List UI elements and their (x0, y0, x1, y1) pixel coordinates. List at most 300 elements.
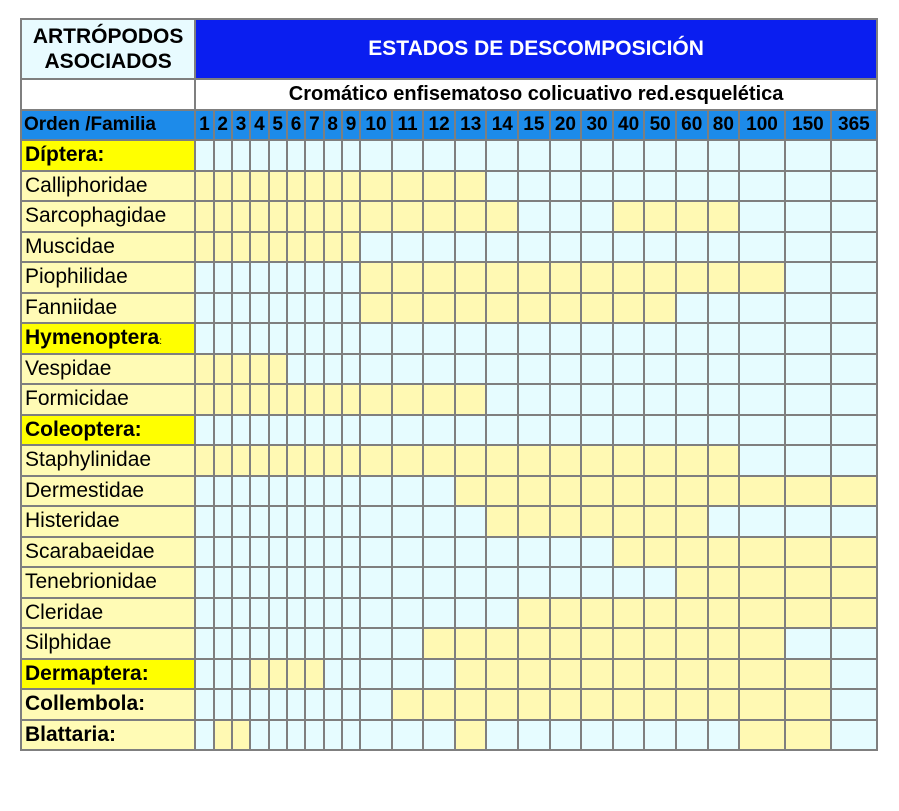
absence-cell (287, 476, 305, 507)
absence-cell (324, 262, 342, 293)
row-label: Vespidae (25, 356, 112, 380)
absence-cell (392, 323, 424, 354)
absence-cell (269, 567, 287, 598)
presence-cell (676, 201, 708, 232)
absence-cell (644, 354, 676, 385)
presence-cell (455, 293, 487, 324)
absence-cell (232, 567, 250, 598)
absence-cell (455, 537, 487, 568)
row-label: Histeridae (25, 509, 120, 533)
absence-cell (392, 659, 424, 690)
presence-cell (214, 232, 232, 263)
presence-cell (455, 720, 487, 751)
absence-cell (305, 567, 323, 598)
absence-cell (232, 323, 250, 354)
absence-cell (550, 384, 582, 415)
absence-cell (486, 384, 518, 415)
presence-cell (486, 628, 518, 659)
absence-cell (581, 232, 613, 263)
absence-cell (232, 628, 250, 659)
day-header-100: 100 (739, 110, 785, 141)
presence-cell (676, 445, 708, 476)
absence-cell (305, 354, 323, 385)
absence-cell (455, 567, 487, 598)
presence-cell (455, 659, 487, 690)
family-name (21, 445, 195, 476)
absence-cell (644, 384, 676, 415)
presence-cell (342, 232, 360, 263)
absence-cell (785, 140, 831, 171)
absence-cell (214, 567, 232, 598)
presence-cell (486, 689, 518, 720)
absence-cell (250, 598, 268, 629)
absence-cell (250, 567, 268, 598)
presence-cell (785, 476, 831, 507)
presence-cell (423, 171, 455, 202)
absence-cell (214, 323, 232, 354)
presence-cell (324, 201, 342, 232)
presence-cell (550, 476, 582, 507)
absence-cell (195, 659, 213, 690)
presence-cell (708, 567, 740, 598)
absence-cell (250, 476, 268, 507)
absence-cell (581, 537, 613, 568)
presence-cell (676, 659, 708, 690)
presence-cell (739, 659, 785, 690)
family-name (21, 262, 195, 293)
family-name (21, 354, 195, 385)
absence-cell (486, 140, 518, 171)
absence-cell (423, 476, 455, 507)
family-name (21, 476, 195, 507)
absence-cell (831, 689, 877, 720)
absence-cell (250, 506, 268, 537)
presence-cell (613, 445, 645, 476)
presence-cell (423, 293, 455, 324)
absence-cell (269, 628, 287, 659)
presence-cell (644, 598, 676, 629)
absence-cell (423, 415, 455, 446)
presence-cell (708, 659, 740, 690)
presence-cell (455, 201, 487, 232)
absence-cell (214, 689, 232, 720)
absence-cell (392, 537, 424, 568)
presence-cell (581, 262, 613, 293)
presence-cell (232, 445, 250, 476)
row-label: Collembola: (25, 692, 146, 716)
row-label: Díptera: (25, 143, 105, 167)
row-label: Muscidae (25, 234, 115, 258)
presence-cell (324, 171, 342, 202)
absence-cell (550, 232, 582, 263)
table-row (21, 628, 877, 659)
absence-cell (423, 323, 455, 354)
absence-cell (287, 262, 305, 293)
presence-cell (550, 598, 582, 629)
table-row (21, 476, 877, 507)
presence-cell (676, 598, 708, 629)
absence-cell (613, 140, 645, 171)
absence-cell (342, 598, 360, 629)
row-label: Scarabaeidae (25, 539, 155, 563)
absence-cell (392, 628, 424, 659)
row-label: Hymenoptera (25, 326, 160, 350)
absence-cell (232, 262, 250, 293)
presence-cell (324, 445, 342, 476)
absence-cell (831, 232, 877, 263)
absence-cell (831, 720, 877, 751)
absence-cell (550, 140, 582, 171)
absence-cell (287, 323, 305, 354)
absence-cell (342, 720, 360, 751)
absence-cell (518, 567, 550, 598)
absence-cell (360, 537, 392, 568)
absence-cell (195, 567, 213, 598)
absence-cell (613, 323, 645, 354)
absence-cell (342, 567, 360, 598)
absence-cell (214, 506, 232, 537)
absence-cell (739, 506, 785, 537)
day-header-11: 11 (392, 110, 424, 141)
absence-cell (305, 415, 323, 446)
presence-cell (739, 537, 785, 568)
presence-cell (581, 628, 613, 659)
absence-cell (423, 232, 455, 263)
absence-cell (613, 171, 645, 202)
presence-cell (342, 171, 360, 202)
presence-cell (785, 689, 831, 720)
absence-cell (214, 476, 232, 507)
presence-cell (518, 659, 550, 690)
day-header-2: 2 (214, 110, 232, 141)
day-header-20: 20 (550, 110, 582, 141)
table-row (21, 415, 877, 446)
presence-cell (550, 659, 582, 690)
absence-cell (676, 171, 708, 202)
presence-cell (644, 659, 676, 690)
presence-cell (232, 720, 250, 751)
day-header-60: 60 (676, 110, 708, 141)
row-label: Coleoptera: (25, 417, 142, 441)
absence-cell (392, 598, 424, 629)
table-row (21, 537, 877, 568)
presence-cell (613, 628, 645, 659)
absence-cell (518, 720, 550, 751)
presence-cell (214, 384, 232, 415)
absence-cell (360, 140, 392, 171)
absence-cell (195, 628, 213, 659)
title-row (21, 19, 877, 79)
absence-cell (269, 476, 287, 507)
absence-cell (739, 140, 785, 171)
absence-cell (785, 232, 831, 263)
absence-cell (360, 689, 392, 720)
presence-cell (739, 262, 785, 293)
absence-cell (232, 506, 250, 537)
presence-cell (676, 567, 708, 598)
presence-cell (360, 445, 392, 476)
presence-cell (360, 171, 392, 202)
absence-cell (305, 293, 323, 324)
absence-cell (269, 598, 287, 629)
table-row (21, 384, 877, 415)
presence-cell (644, 445, 676, 476)
table-row (21, 232, 877, 263)
decomposition-stages-label: Cromático enfisematoso colicuativo red.esquelética (195, 79, 877, 110)
absence-cell (739, 445, 785, 476)
absence-cell (831, 171, 877, 202)
presence-cell (785, 567, 831, 598)
presence-cell (269, 445, 287, 476)
absence-cell (644, 415, 676, 446)
absence-cell (195, 537, 213, 568)
absence-cell (195, 415, 213, 446)
table-row (21, 293, 877, 324)
presence-cell (360, 201, 392, 232)
presence-cell (269, 354, 287, 385)
absence-cell (287, 537, 305, 568)
row-label: Fanniidae (25, 295, 118, 319)
absence-cell (831, 354, 877, 385)
presence-cell (305, 445, 323, 476)
absence-cell (831, 384, 877, 415)
absence-cell (785, 384, 831, 415)
absence-cell (342, 476, 360, 507)
absence-cell (644, 232, 676, 263)
absence-cell (250, 720, 268, 751)
absence-cell (486, 720, 518, 751)
presence-cell (831, 598, 877, 629)
absence-cell (287, 506, 305, 537)
table-row (21, 445, 877, 476)
presence-cell (269, 201, 287, 232)
presence-cell (250, 201, 268, 232)
absence-cell (455, 323, 487, 354)
absence-cell (518, 201, 550, 232)
absence-cell (360, 323, 392, 354)
absence-cell (455, 506, 487, 537)
presence-cell (455, 384, 487, 415)
absence-cell (708, 506, 740, 537)
absence-cell (739, 354, 785, 385)
absence-cell (360, 354, 392, 385)
order-name (21, 415, 195, 446)
day-header-12: 12 (423, 110, 455, 141)
absence-cell (250, 689, 268, 720)
absence-cell (360, 567, 392, 598)
absence-cell (708, 171, 740, 202)
presence-cell (550, 628, 582, 659)
absence-cell (831, 140, 877, 171)
presence-cell (423, 445, 455, 476)
presence-cell (360, 262, 392, 293)
absence-cell (785, 354, 831, 385)
absence-cell (486, 323, 518, 354)
day-header-1: 1 (195, 110, 213, 141)
presence-cell (423, 689, 455, 720)
day-header-row (21, 110, 877, 141)
absence-cell (305, 323, 323, 354)
absence-cell (486, 567, 518, 598)
presence-cell (269, 232, 287, 263)
absence-cell (831, 201, 877, 232)
absence-cell (455, 354, 487, 385)
absence-cell (287, 293, 305, 324)
absence-cell (324, 323, 342, 354)
absence-cell (392, 140, 424, 171)
presence-cell (305, 201, 323, 232)
presence-cell (518, 628, 550, 659)
presence-cell (613, 689, 645, 720)
day-header-40: 40 (613, 110, 645, 141)
day-header-10: 10 (360, 110, 392, 141)
presence-cell (708, 628, 740, 659)
presence-cell (739, 720, 785, 751)
row-label: Staphylinidae (25, 448, 152, 472)
absence-cell (195, 262, 213, 293)
presence-cell (423, 201, 455, 232)
presence-cell (613, 659, 645, 690)
blank-cell (21, 79, 195, 110)
presence-cell (392, 171, 424, 202)
absence-cell (342, 262, 360, 293)
presence-cell (581, 659, 613, 690)
row-label: Tenebrionidae (25, 570, 157, 594)
absence-cell (232, 415, 250, 446)
absence-cell (423, 506, 455, 537)
absence-cell (324, 628, 342, 659)
presence-cell (486, 201, 518, 232)
absence-cell (269, 720, 287, 751)
presence-cell (287, 171, 305, 202)
presence-cell (360, 384, 392, 415)
absence-cell (324, 354, 342, 385)
absence-cell (581, 720, 613, 751)
order-family-header: Orden /Familia (21, 110, 195, 141)
absence-cell (455, 598, 487, 629)
absence-cell (581, 384, 613, 415)
stages-row (21, 79, 877, 110)
absence-cell (269, 689, 287, 720)
absence-cell (785, 445, 831, 476)
absence-cell (831, 415, 877, 446)
presence-cell (195, 232, 213, 263)
table-row (21, 689, 877, 720)
absence-cell (305, 140, 323, 171)
presence-cell (708, 445, 740, 476)
absence-cell (518, 354, 550, 385)
table-row (21, 171, 877, 202)
absence-cell (360, 598, 392, 629)
presence-cell (739, 567, 785, 598)
row-label: Calliphoridae (25, 173, 148, 197)
row-label: Cleridae (25, 600, 104, 624)
absence-cell (423, 598, 455, 629)
presence-cell (550, 262, 582, 293)
absence-cell (342, 415, 360, 446)
presence-cell (287, 659, 305, 690)
absence-cell (785, 262, 831, 293)
presence-cell (518, 506, 550, 537)
absence-cell (708, 415, 740, 446)
presence-cell (214, 201, 232, 232)
presence-cell (392, 262, 424, 293)
absence-cell (550, 323, 582, 354)
absence-cell (195, 720, 213, 751)
absence-cell (305, 628, 323, 659)
presence-cell (455, 262, 487, 293)
absence-cell (324, 598, 342, 629)
presence-cell (232, 201, 250, 232)
presence-cell (831, 476, 877, 507)
absence-cell (324, 293, 342, 324)
absence-cell (269, 323, 287, 354)
presence-cell (644, 476, 676, 507)
absence-cell (214, 293, 232, 324)
presence-cell (676, 628, 708, 659)
absence-cell (195, 293, 213, 324)
absence-cell (195, 140, 213, 171)
absence-cell (392, 415, 424, 446)
presence-cell (392, 445, 424, 476)
order-name (21, 720, 195, 751)
table-row (21, 720, 877, 751)
presence-cell (739, 598, 785, 629)
absence-cell (305, 537, 323, 568)
presence-cell (214, 171, 232, 202)
presence-cell (455, 476, 487, 507)
table-row (21, 659, 877, 690)
absence-cell (486, 598, 518, 629)
presence-cell (613, 293, 645, 324)
absence-cell (342, 689, 360, 720)
absence-cell (214, 598, 232, 629)
absence-cell (392, 567, 424, 598)
absence-cell (785, 323, 831, 354)
absence-cell (613, 720, 645, 751)
order-name (21, 689, 195, 720)
absence-cell (287, 628, 305, 659)
presence-cell (581, 293, 613, 324)
absence-cell (232, 659, 250, 690)
presence-cell (739, 689, 785, 720)
presence-cell (486, 262, 518, 293)
presence-cell (269, 384, 287, 415)
day-header-4: 4 (250, 110, 268, 141)
absence-cell (324, 720, 342, 751)
absence-cell (550, 537, 582, 568)
absence-cell (613, 232, 645, 263)
presence-cell (831, 567, 877, 598)
day-header-150: 150 (785, 110, 831, 141)
table-row (21, 598, 877, 629)
absence-cell (739, 323, 785, 354)
absence-cell (550, 354, 582, 385)
family-name (21, 567, 195, 598)
absence-cell (214, 262, 232, 293)
presence-cell (644, 201, 676, 232)
presence-cell (518, 598, 550, 629)
absence-cell (324, 659, 342, 690)
absence-cell (676, 720, 708, 751)
absence-cell (518, 323, 550, 354)
absence-cell (676, 323, 708, 354)
presence-cell (581, 689, 613, 720)
absence-cell (287, 598, 305, 629)
absence-cell (486, 171, 518, 202)
absence-cell (232, 689, 250, 720)
family-name (21, 506, 195, 537)
